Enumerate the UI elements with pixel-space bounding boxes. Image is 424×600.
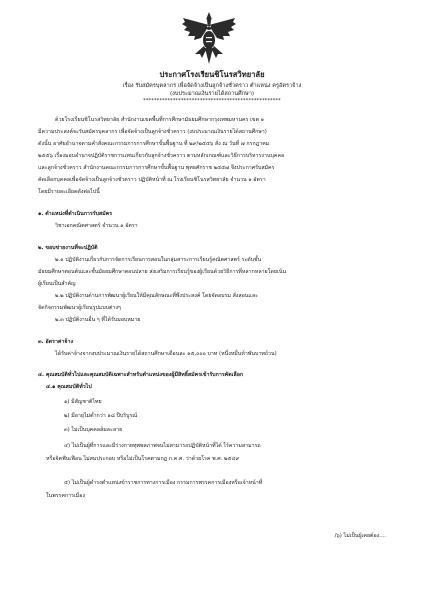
section-2-line: ผู้เรียนเป็นสำคัญ [38,281,76,287]
document-title: ประกาศโรงเรียนชิโนรสวิทยาลัย [159,70,265,79]
section-4-line: หรือจิตฟั่นเฟือน ไม่สมประกอบ หรือไม่เป็นโรคตามกฎ ก.ค.ศ. ว่าด้วยโรค พ.ศ. ๒๕๔๙ [46,456,240,462]
section-2-line: ๒.๓ ปฏิบัติงานอื่น ๆ ที่ได้รับมอบหมาย [55,317,141,323]
section-4-heading: ๔. คุณสมบัติทั่วไปและคุณสมบัติเฉพาะสำหรับตำแหน่งของผู้มีสิทธิ์สมัครเข้ารับการคัดเลือก [38,372,244,378]
section-3-line: ได้รับค่าจ้างจากงบประมาณเงินรายได้สถานศึกษาเดือนละ ๑๕,๐๐๐ บาท (หนึ่งหมื่นห้าพันบาทถ้วน) [55,351,277,357]
section-2-line: ๒.๒ ปฏิบัติงานด้านการพัฒนาผู้เรียนให้มีคุณลักษณะที่พึงประสงค์ โดยจัดอบรม สั่งสอนและ [55,293,258,299]
section-4-line: ๓) ไม่เป็นบุคคลล้มละลาย [64,427,123,433]
intro-line: ดังนั้น อาศัยอำนาจตามคำสั่งคณะกรรมการการศึกษาขั้นพื้นฐาน ที่ ๒๙/๒๕๕๖ สั่ง ณ วันที่ ๗ กรกฎาคม [38,141,270,147]
section-2-heading: ๒. ขอบข่ายงานที่จะปฏิบัติ [38,245,98,251]
section-2-line: มัธยมศึกษาตอนต้นและชั้นมัธยมศึกษาตอนปลาย ส่งเสริมการเรียนรู้ของผู้เรียนด้วยวิธีการที่หลากหลายโดยเน้น [38,269,287,275]
section-4-line: ในพรรคการเมือง [46,493,86,499]
section-4-line: ๑) มีสัญชาติไทย [64,399,102,405]
section-4-line: ๒) มีอายุไม่ต่ำกว่า ๑๘ ปีบริบูรณ์ [64,413,138,419]
section-1-heading: ๑. ตำแหน่งที่ดำเนินการรับสมัคร [38,211,113,217]
section-4-subheading: ๔.๑ คุณสมบัติทั่วไป [46,384,92,390]
intro-line: ๒๕๕๖ เรื่องมอบอำนาจปฏิบัติราชการแทนเกี่ยวกับลูกจ้างชั่วคราว ตามหลักเกณฑ์และวิธีการบริหารงานบุคคล [38,153,285,159]
section-2-line: จัดกิจกรรมพัฒนาผู้เรียนรูปแบบต่างๆ [38,305,121,311]
section-3-heading: ๓. อัตราค่าจ้าง [38,339,74,345]
section-2-line: ๒.๑ ปฏิบัติงานเกี่ยวกับการจัดการเรียนการสอนในกลุ่มสาระการเรียนรู้คณิตศาสตร์ ระดับชั้น [55,257,262,263]
intro-line: และลูกจ้างชั่วคราว สำนักงานคณะกรรมการการศึกษาขั้นพื้นฐาน พุทธศักราช ๒๕๕๗ จึงประกาศรับสมัคร [38,165,275,171]
garuda-emblem-icon [181,10,237,66]
continuation-note: /๖) ไม่เป็นผู้เคยต้อง.... [334,533,386,539]
intro-line: ด้วยโรงเรียนชิโนรสวิทยาลัย สำนักงานเขตพื้นที่การศึกษามัธยมศึกษากรุงเทพมหานคร เขต ๑ [55,117,264,123]
section-1-line: วิชาเอกคณิตศาสตร์ จำนวน ๑ อัตรา [55,223,138,229]
budget-note: (งบประมาณเงินรายได้สถานศึกษา) [169,91,255,97]
intro-line: โดยมีรายละเอียดดังต่อไปนี้ [38,189,100,195]
intro-line: มีความประสงค์จะรับสมัครบุคลากร เพื่อจัดจ้างเป็นลูกจ้างชั่วคราว (งบประมาณเงินรายได้สถานศึกษา) [38,129,267,135]
document-subject: เรื่อง รับสมัครบุคลากร เพื่อจัดจ้างเป็นลูกจ้างชั่วคราว ตำแหน่ง ครูอัตราจ้าง [122,83,302,89]
separator-line: *************************************************** [143,98,281,104]
section-4-line: ๔) ไม่เป็นผู้ที่การและมีร่างกายทุพพลภาพจนไม่สามารถปฏิบัติหน้าที่ได้ ไร้ความสามารถ [64,443,261,449]
intro-line: คัดเลือกบุคคลเพื่อจัดจ้างเป็นลูกจ้างชั่วคราว ปฏิบัติหน้าที่ ณ โรงเรียนชิโนรสวิทยาลัย จำนวน ๑ อัตรา [38,177,266,183]
section-4-line: ๕) ไม่เป็นผู้ดำรงตำแหน่งข้าราชการทางการเมือง กรรมการพรรคการเมืองหรือเจ้าหน้าที่ [64,480,263,486]
